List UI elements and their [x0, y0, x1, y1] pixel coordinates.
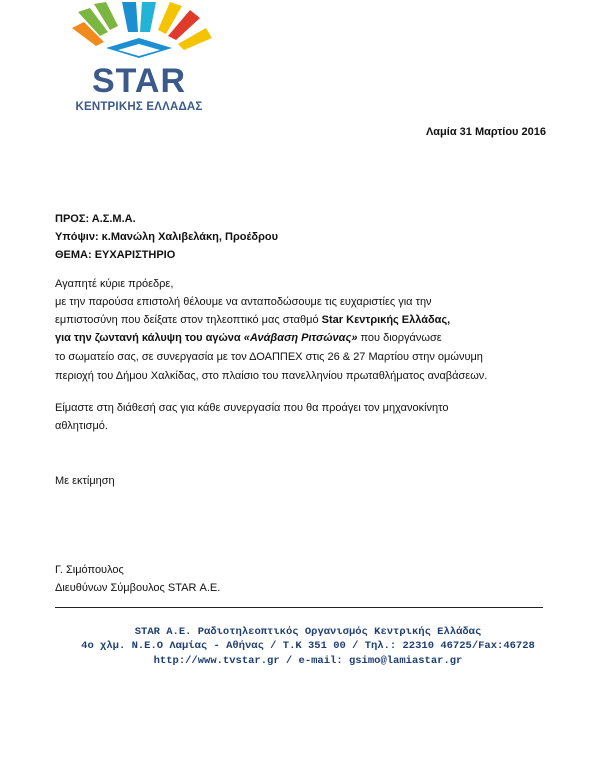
subject-line: ΘΕΜΑ: ΕΥΧΑΡΙΣΤΗΡΙΟ	[55, 249, 176, 261]
attention-line: Υπόψιν: κ.Μανώλη Χαλιβελάκη, Προέδρου	[55, 231, 279, 243]
paragraph-1-line-3	[55, 331, 442, 345]
star-logo	[66, 2, 212, 118]
greeting: Αγαπητέ κύριε πρόεδρε,	[55, 278, 174, 290]
paragraph-1-line-3-text: για την ζωντανή κάλυψη του αγώνα	[55, 332, 244, 344]
footer-address-line: 4ο χλμ. Ν.Ε.Ο Λαμίας - Αθήνας / Τ.Κ 351 00 / Τηλ.: 22310 46725/Fax:46728	[81, 640, 535, 652]
closing: Με εκτίμηση	[55, 475, 115, 487]
footer-contact-line: http://www.tvstar.gr / e-mail: gsimo@lamiastar.gr	[153, 655, 463, 667]
paragraph-1-line-2-text: εμπιστοσύνη που δείξατε στον τηλεοπτικό μας σταθμό	[55, 314, 322, 326]
footer-divider	[55, 607, 543, 608]
station-name: Star Κεντρικής Ελλάδας,	[321, 314, 451, 326]
paragraph-2-line-1: Είμαστε στη διάθεσή σας για κάθε συνεργασία που θα προάγει τον μηχανοκίνητο	[55, 402, 449, 414]
letter-date: Λαμία 31 Μαρτίου 2016	[425, 126, 546, 138]
event-name: «Ανάβαση Ριτσώνας»	[243, 332, 358, 344]
logo-wordmark: STAR	[91, 62, 187, 100]
paragraph-1-line-2	[55, 313, 450, 327]
signer-title: Διευθύνων Σύμβουλος STAR Α.Ε.	[55, 582, 221, 594]
paragraph-1-line-4: το σωματείο σας, σε συνεργασία με τον ΔΟΑΠΠΕΧ στις 26 & 27 Μαρτίου στην ομώνυμη	[55, 351, 483, 363]
paragraph-1-line-3-tail: που διοργάνωσε	[357, 332, 442, 344]
paragraph-2-line-2: αθλητισμό.	[55, 420, 108, 432]
signer-name: Γ. Σιμόπουλος	[55, 564, 124, 576]
paragraph-1-line-5: περιοχή του Δήμου Χαλκίδας, στο πλαίσιο του πανελληνίου πρωταθλήματος αναβάσεων.	[55, 370, 488, 382]
logo-subtitle: ΚΕΝΤΡΙΚΗΣ ΕΛΛΑΔΑΣ	[75, 101, 203, 113]
footer-company-line: STAR A.E. Ραδιοτηλεοπτικός Οργανισμός Κεντρικής Ελλάδας	[134, 626, 482, 638]
paragraph-1-line-1: με την παρούσα επιστολή θέλουμε να ανταποδώσουμε τις ευχαριστίες για την	[55, 296, 432, 308]
recipient-line: ΠΡΟΣ: Α.Σ.Μ.Α.	[55, 213, 136, 225]
